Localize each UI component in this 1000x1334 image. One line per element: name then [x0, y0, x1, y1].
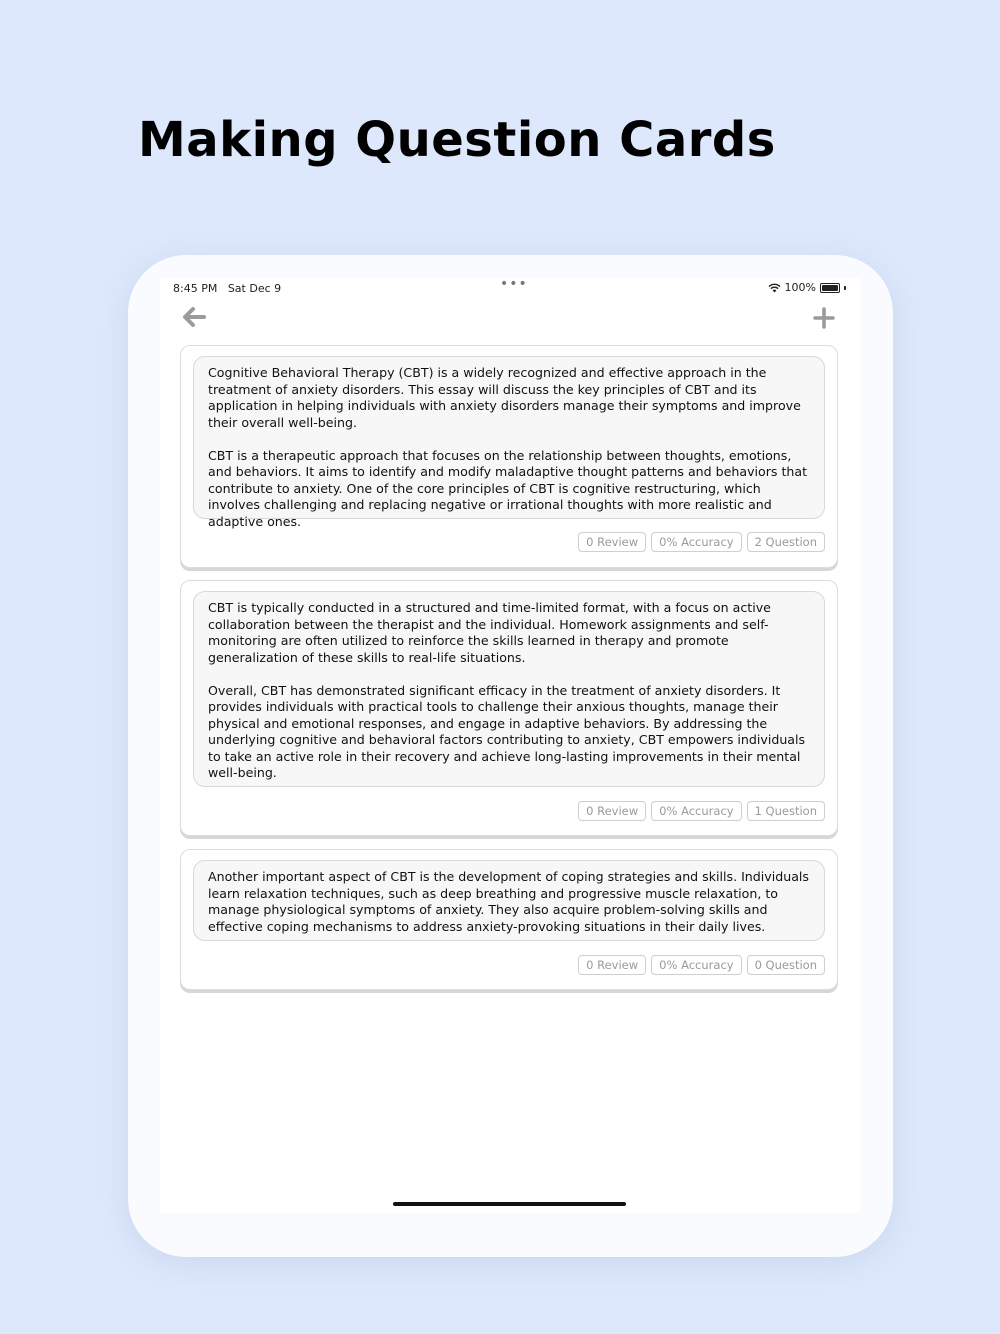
- battery-percent: 100%: [784, 281, 816, 294]
- wifi-icon: [768, 283, 781, 293]
- card-paragraph: Cognitive Behavioral Therapy (CBT) is a widely recognized and effective approach in the treatment of anxiety disorders. This essay will discuss the key principles of CBT and its application in helping individuals with anxiety disorders manage their symptoms and improve their overall well-being.: [208, 365, 801, 430]
- review-badge[interactable]: 0 Review: [578, 532, 646, 552]
- page-headline: Making Question Cards: [138, 112, 776, 168]
- question-count-badge[interactable]: 1 Question: [747, 801, 825, 821]
- add-card-button[interactable]: [812, 306, 836, 330]
- review-badge[interactable]: 0 Review: [578, 801, 646, 821]
- battery-icon: [820, 283, 840, 293]
- accuracy-badge[interactable]: 0% Accuracy: [651, 801, 741, 821]
- home-indicator[interactable]: [393, 1202, 626, 1206]
- battery-nub: [844, 286, 846, 290]
- back-button[interactable]: [180, 304, 208, 330]
- app-screen: [160, 278, 860, 1213]
- status-time: [173, 282, 281, 295]
- review-badge[interactable]: 0 Review: [578, 955, 646, 975]
- card-paragraph: Overall, CBT has demonstrated significant efficacy in the treatment of anxiety disorders. It provides individuals with practical tools to challenge their anxious thoughts, manage their physical and emotional responses, and engage in adaptive behaviors. By addressing the underlying cognitive and behavioral factors contributing to anxiety, CBT empowers individuals to take an active role in their recovery and achieve long-lasting improvements in their mental well-being.: [208, 682, 806, 780]
- question-count-badge[interactable]: 2 Question: [747, 532, 825, 552]
- accuracy-badge[interactable]: 0% Accuracy: [651, 532, 741, 552]
- question-card[interactable]: [180, 345, 838, 568]
- card-stats: [578, 532, 825, 552]
- card-text[interactable]: [193, 591, 825, 787]
- question-card[interactable]: [180, 849, 838, 990]
- card-stats: [578, 801, 825, 821]
- card-paragraph: CBT is typically conducted in a structured and time-limited format, with a focus on active collaboration between the therapist and the individual. Homework assignments and self-monitoring are often utilized to reinforce the skills learned in therapy and promote generalization of these skills to real-life situations.: [208, 600, 771, 665]
- status-date-text: Sat Dec 9: [227, 282, 282, 295]
- card-text[interactable]: [193, 356, 825, 529]
- question-count-badge[interactable]: 0 Question: [747, 955, 825, 975]
- card-paragraph: Another important aspect of CBT is the development of coping strategies and skills. Individuals learn relaxation techniques, such as deep breathing and progressive muscle relaxation, to manage physiological symptoms of anxiety. They also acquire problem-solving skills and effective coping mechanisms to address anxiety-provoking situations in their daily lives.: [208, 869, 809, 934]
- accuracy-badge[interactable]: 0% Accuracy: [651, 955, 741, 975]
- status-right: [768, 281, 846, 294]
- card-text[interactable]: [193, 860, 825, 941]
- question-card[interactable]: [180, 580, 838, 836]
- multitasking-dots[interactable]: •••: [500, 276, 528, 292]
- status-bar: [160, 278, 860, 300]
- status-time-text: 8:45 PM: [173, 282, 218, 295]
- plus-icon: [812, 306, 836, 330]
- arrow-left-icon: [180, 304, 208, 330]
- card-stats: [578, 955, 825, 975]
- card-paragraph: CBT is a therapeutic approach that focuses on the relationship between thoughts, emotions, and behaviors. It aims to identify and modify maladaptive thought patterns and behaviors that contribute to anxiety. One of the core principles of CBT is cognitive restructuring, which involves challenging and replacing negative or irrational thoughts with more realistic and adaptive ones.: [208, 447, 808, 529]
